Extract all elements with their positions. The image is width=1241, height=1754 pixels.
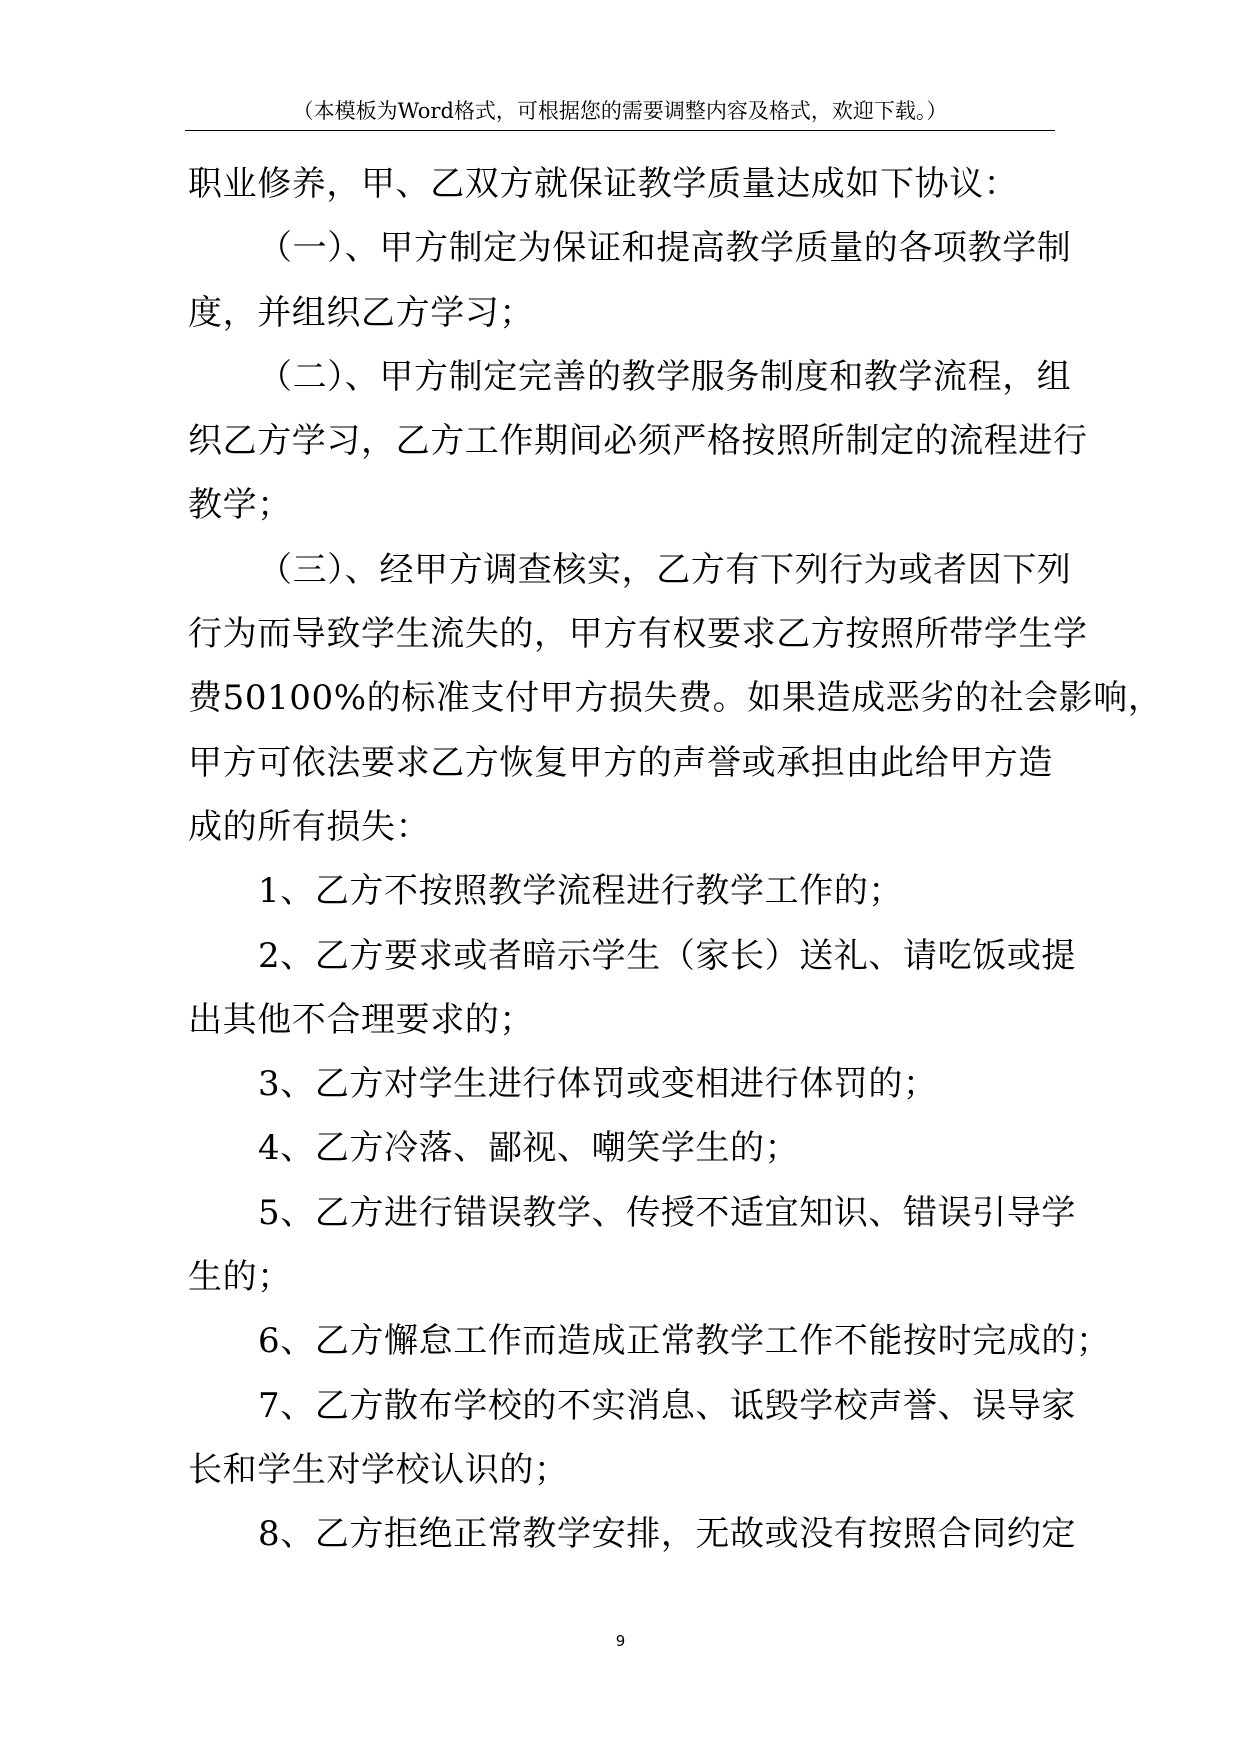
document-body	[188, 152, 1163, 1567]
text-line: 生的；	[188, 1257, 292, 1298]
list-item-3: 3、乙方对学生进行体罚或变相进行体罚的；	[258, 1064, 938, 1105]
page-number: 9	[615, 1632, 626, 1650]
list-item-6: 6、乙方懈怠工作而造成正常教学工作不能按时完成的；	[258, 1321, 1111, 1362]
clause-1-heading-line: （一）、甲方制定为保证和提高教学质量的各项教学制	[258, 228, 1072, 269]
text-line: 费50100%的标准支付甲方损失费。如果造成恶劣的社会影响，	[188, 678, 1163, 719]
text-line: 长和学生对学校认识的；	[188, 1449, 569, 1490]
list-item-5: 5、乙方进行错误教学、传授不适宜知识、错误引导学	[258, 1192, 1077, 1233]
text-line: 织乙方学习，乙方工作期间必须严格按照所制定的流程进行	[188, 421, 1088, 462]
text-line: 度，并组织乙方学习；	[188, 292, 534, 333]
clause-2-heading-line: （二）、甲方制定完善的教学服务制度和教学流程，组	[258, 356, 1072, 397]
text-line: 教学；	[188, 485, 292, 526]
clause-3-heading-line: （三）、经甲方调查核实，乙方有下列行为或者因下列	[258, 549, 1072, 590]
text-line: 成的所有损失：	[188, 806, 431, 847]
list-item-4: 4、乙方冷落、鄙视、嘲笑学生的；	[258, 1128, 800, 1169]
list-item-7: 7、乙方散布学校的不实消息、诋毁学校声誉、误导家	[258, 1385, 1077, 1426]
text-line: 出其他不合理要求的；	[188, 999, 534, 1040]
text-line: 甲方可依法要求乙方恢复甲方的声誉或承担由此给甲方造	[188, 742, 1053, 783]
header-note: （本模板为Word格式，可根据您的需要调整内容及格式，欢迎下载。）	[292, 99, 948, 123]
text-line: 职业修养，甲、乙双方就保证教学质量达成如下协议：	[188, 164, 1019, 204]
list-item-2: 2、乙方要求或者暗示学生（家长）送礼、请吃饭或提	[258, 935, 1077, 976]
text-line: 行为而导致学生流失的，甲方有权要求乙方按照所带学生学	[188, 614, 1088, 655]
header-divider	[185, 130, 1055, 131]
list-item-8: 8、乙方拒绝正常教学安排，无故或没有按照合同约定	[258, 1514, 1077, 1555]
list-item-1: 1、乙方不按照教学流程进行教学工作的；	[258, 871, 904, 912]
